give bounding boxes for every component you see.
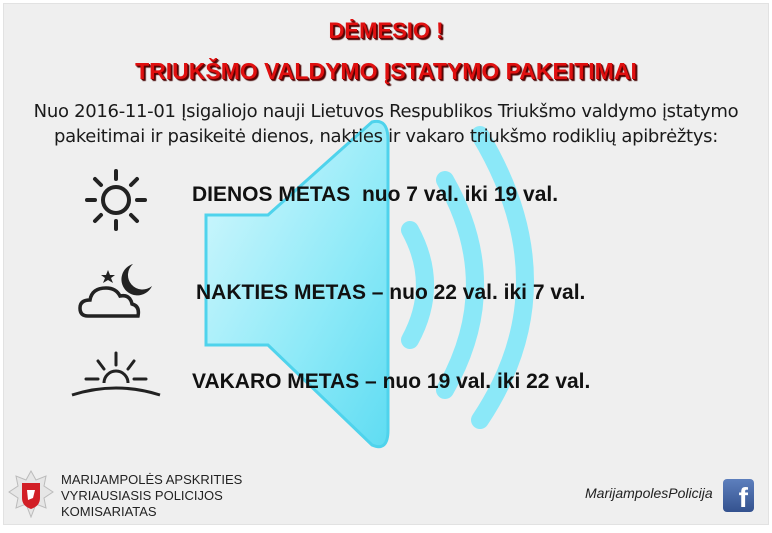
- facebook-page-name: MarijampolesPolicija: [585, 485, 713, 501]
- evening-period-label: VAKARO METAS – nuo 19 val. iki 22 val.: [192, 370, 591, 393]
- sunset-icon: [70, 345, 162, 405]
- org-line-3: KOMISARIATAS: [61, 504, 157, 519]
- page-title: DĖMESIO !: [328, 18, 444, 43]
- organization-name: [61, 472, 242, 520]
- page-subtitle: TRIUKŠMO VALDYMO ĮSTATYMO PAKEITIMAI: [135, 58, 637, 84]
- intro-line-1: Nuo 2016-11-01 Įsigaliojo nauji Lietuvos Respublikos Triukšmo valdymo įstatymo: [33, 101, 739, 122]
- day-period-label: DIENOS METAS nuo 7 val. iki 19 val.: [192, 183, 559, 206]
- facebook-letter: f: [738, 482, 748, 513]
- sun-icon: [84, 168, 148, 232]
- org-line-2: VYRIAUSIASIS POLICIJOS: [61, 488, 223, 503]
- intro-line-2: pakeitimai ir pasikeitė dienos, nakties ir vakaro triukšmo rodiklių apibrėžtys:: [53, 126, 719, 147]
- police-emblem-icon: [8, 470, 54, 518]
- org-line-1: MARIJAMPOLĖS APSKRITIES: [61, 472, 243, 487]
- intro-text: [0, 99, 772, 149]
- facebook-icon: [723, 479, 754, 512]
- moon-cloud-icon: [78, 260, 158, 320]
- night-period-label: NAKTIES METAS – nuo 22 val. iki 7 val.: [196, 281, 586, 304]
